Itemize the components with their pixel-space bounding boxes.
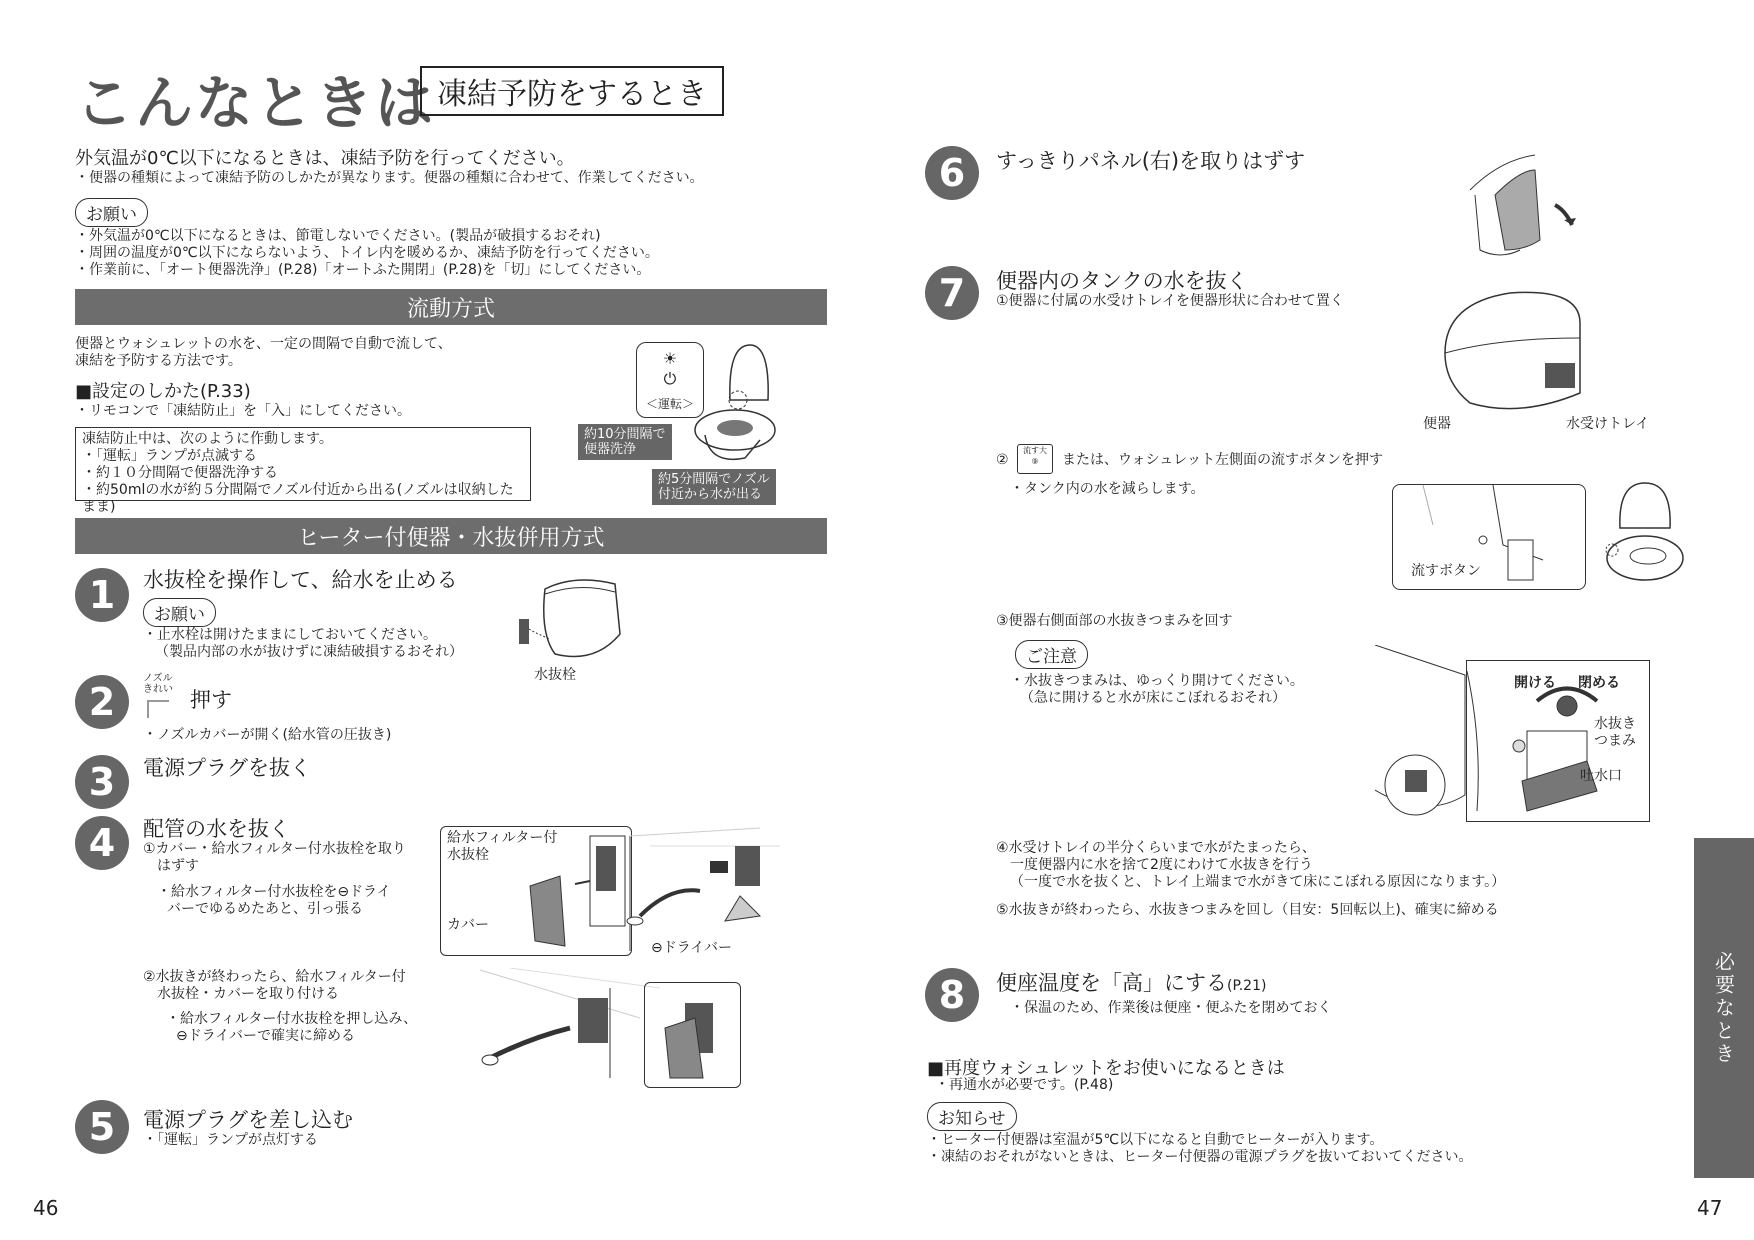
flow-operation-box [75, 427, 531, 515]
note-line: （急に開けると水が床にこぼれるおそれ） [1020, 690, 1286, 706]
caution-label: ご注意 [1015, 640, 1088, 669]
step7-sub3: ③便器右側面部の水抜きつまみを回す [996, 613, 1233, 629]
step7-sub4 [996, 840, 1505, 891]
nozzle-button-icon [147, 700, 169, 718]
step-title: 電源プラグを差し込む [143, 1108, 353, 1132]
open-label: 開ける [1514, 675, 1556, 691]
note-line: ・水抜きつまみは、ゆっくり開けてください。 [1010, 673, 1304, 689]
close-label: 閉める [1578, 675, 1620, 691]
section-title: 凍結予防をするとき [420, 66, 724, 116]
button-label-line: ノズル [143, 673, 173, 684]
step-number: 3 [75, 755, 129, 809]
step-number: 6 [925, 146, 979, 200]
box-line: ・約１０分間隔で便器洗浄する [82, 465, 278, 481]
flow-description [75, 336, 452, 370]
toilet-label: 便器 [1423, 416, 1451, 432]
step4-sub1 [143, 841, 406, 875]
step4-sub1-note [157, 884, 391, 918]
outlet-label: 吐水口 [1580, 768, 1622, 784]
box-line: ・「運転」ランプが点滅する [82, 448, 257, 464]
panel-removal-illustration [1460, 140, 1610, 260]
sub-line: 水抜栓・カバーを取り付ける [157, 986, 339, 1002]
intro-note: ・便器の種類によって凍結予防のしかたが異なります。便器の種類に合わせて、作業してください。 [75, 170, 704, 186]
toilet-front-illustration [1600, 478, 1685, 603]
step-title: 押す [190, 688, 232, 712]
sub-line: バーでゆるめたあと、引っ張る [167, 901, 363, 917]
fig-label-line: つまみ [1594, 733, 1636, 749]
step-title: すっきりパネル(右)を取りはずす [996, 149, 1306, 173]
step7-sub5: ⑤水抜きが終わったら、水抜きつまみを回し（目安：5回転以上)、確実に締める [996, 902, 1499, 918]
step-number: 4 [75, 816, 129, 870]
step-number: 8 [925, 968, 979, 1022]
step7-sub2: または、ウォシュレット左側面の流すボタンを押す [1062, 452, 1384, 468]
toilet-tray-illustration [1440, 283, 1585, 418]
reuse-title: ■再度ウォシュレットをお使いになるときは [927, 1058, 1285, 1079]
sub-line: ・給水フィルター付水抜栓を⊖ドライ [157, 884, 391, 900]
callout-nozzle [652, 469, 776, 505]
page-number-left: 46 [33, 1196, 59, 1220]
flush-button-label: 流すボタン [1411, 563, 1481, 579]
step-notes [143, 627, 463, 661]
reuse-note: ・再通水が必要です。(P.48) [935, 1077, 1114, 1093]
step7-sub3-note [1010, 673, 1304, 707]
sub-line: ②水抜きが終わったら、給水フィルター付 [143, 969, 406, 985]
note-line: ・止水栓は開けたままにしておいてください。 [143, 627, 437, 643]
sub-line: ①カバー・給水フィルター付水抜栓を取り [143, 841, 406, 857]
sub-line: はずす [157, 858, 199, 874]
callout-line: 約5分間隔でノズル [658, 472, 770, 487]
button-label-line: 流す大 [1023, 446, 1047, 455]
fig-label-line: 水抜き [1594, 716, 1636, 732]
sub-line: ⊖ドライバーで確実に締める [176, 1028, 356, 1044]
sub-line: ④水受けトレイの半分くらいまで水がたまったら、 [996, 840, 1316, 856]
sub-line: 一度便器内に水を捨て2度にわけて水抜きを行う [1010, 857, 1313, 873]
sub-line: ・給水フィルター付水抜栓を押し込み、 [166, 1011, 418, 1027]
callout-line: 約10分間隔で [584, 427, 666, 442]
toilet-side-illustration [515, 574, 630, 674]
step-title: 電源プラグを抜く [143, 756, 311, 780]
setting-title: ■設定のしかた(P.33) [75, 381, 251, 402]
sun-icon: ☀ [662, 349, 678, 368]
step4-sub2-note [166, 1011, 417, 1045]
cover-install-illustration [645, 983, 740, 1087]
info-line: ・ヒーター付便器は室温が5℃以下になると自動でヒーターが入ります。 [927, 1132, 1384, 1148]
intro-lead: 外気温が0℃以下になるときは、凍結予防を行ってください。 [75, 148, 575, 169]
tray-label: 水受けトレイ [1566, 416, 1650, 432]
request-label: お願い [143, 598, 216, 627]
step-note: ・保温のため、作業後は便座・便ふたを閉めておく [1010, 1000, 1332, 1016]
step7-sub2-note: ・タンク内の水を減らします。 [1010, 481, 1205, 497]
driver-label: ⊖ドライバー [651, 940, 733, 956]
cover-install-box [644, 982, 741, 1088]
step-title: 便器内のタンクの水を抜く [996, 269, 1248, 293]
page-ref: (P.21) [1227, 978, 1267, 994]
request-item: ・作業前に、「オート便器洗浄」(P.28)「オートふた開閉」(P.28)を「切」にしてください。 [75, 262, 651, 278]
info-line: ・凍結のおそれがないときは、ヒーター付便器の電源プラグを抜いておいてください。 [927, 1149, 1473, 1165]
request-item: ・外気温が0℃以下になるときは、節電しないでください。(製品が破損するおそれ) [75, 228, 601, 244]
side-tab: 必要なとき [1694, 838, 1754, 1178]
toilet-illustration [690, 340, 800, 470]
page-number-right: 47 [1697, 1196, 1723, 1220]
info-label: お知らせ [927, 1102, 1017, 1131]
setting-note: ・リモコンで「凍結防止」を「入」にしてください。 [75, 403, 411, 419]
filter-removal-illustration [440, 826, 785, 956]
request-label: お願い [75, 198, 148, 227]
box-line: ・約50mlの水が約５分間隔でノズル付近から出る(ノズルは収納したまま) [82, 482, 514, 515]
step-number: 1 [75, 568, 129, 622]
request-item: ・周囲の温度が0℃以下にならないよう、トイレ内を暖めるか、凍結予防を行ってください。 [75, 245, 659, 261]
panel-label: ＜運転＞ [645, 397, 694, 411]
step7-sub1: ①便器に付属の水受けトレイを便器形状に合わせて置く [996, 293, 1344, 309]
step-note: ・ノズルカバーが開く(給水管の圧抜き) [143, 727, 392, 743]
step-title: 配管の水を抜く [143, 817, 290, 841]
callout-flush [578, 424, 672, 460]
step-title [996, 967, 1266, 997]
flush-large-button [1017, 444, 1053, 474]
step-title-text: 便座温度を「高」にする [996, 971, 1227, 995]
step-title: 水抜栓を操作して、給水を止める [143, 568, 458, 592]
sub-line: （一度で水を抜くと、トレイ上端まで水がきて床にこぼれる原因になります。） [1010, 874, 1506, 890]
step-number: 7 [925, 266, 979, 320]
nozzle-clean-button-label [143, 673, 173, 695]
request-list [75, 228, 659, 279]
flow-desc-line: 便器とウォシュレットの水を、一定の間隔で自動で流して、 [75, 336, 452, 352]
flow-heading: 流動方式 [75, 289, 827, 325]
button-label-line: きれい [143, 684, 173, 695]
note-line: （製品内部の水が抜けずに凍結破損するおそれ） [155, 644, 463, 660]
cover-label: カバー [447, 917, 489, 933]
box-line: 凍結防止中は、次のように作動します。 [82, 431, 333, 447]
power-icon: ⏻ [663, 369, 677, 388]
step7-sub2-prefix: ② [996, 452, 1009, 468]
knob-label [1594, 716, 1636, 750]
heater-heading: ヒーター付便器・水抜併用方式 [75, 518, 827, 554]
callout-line: 便器洗浄 [584, 442, 637, 457]
page-title: こんなときは [75, 69, 436, 137]
fig-label-line: 給水フィルター付 [447, 830, 558, 846]
step4-sub2 [143, 969, 406, 1003]
step-note: ・「運転」ランプが点灯する [143, 1132, 318, 1148]
step-number: 5 [75, 1100, 129, 1154]
toilet-corner-illustration [1375, 645, 1470, 825]
fig-label-line: 水抜栓 [447, 847, 489, 863]
callout-line: 付近から水が出る [658, 487, 763, 502]
step-number: 2 [75, 675, 129, 729]
flush-icon: ⑨ [1031, 457, 1039, 466]
info-list [927, 1132, 1472, 1166]
figure-label: 水抜栓 [534, 667, 576, 683]
flow-desc-line: 凍結を予防する方法です。 [75, 353, 242, 369]
